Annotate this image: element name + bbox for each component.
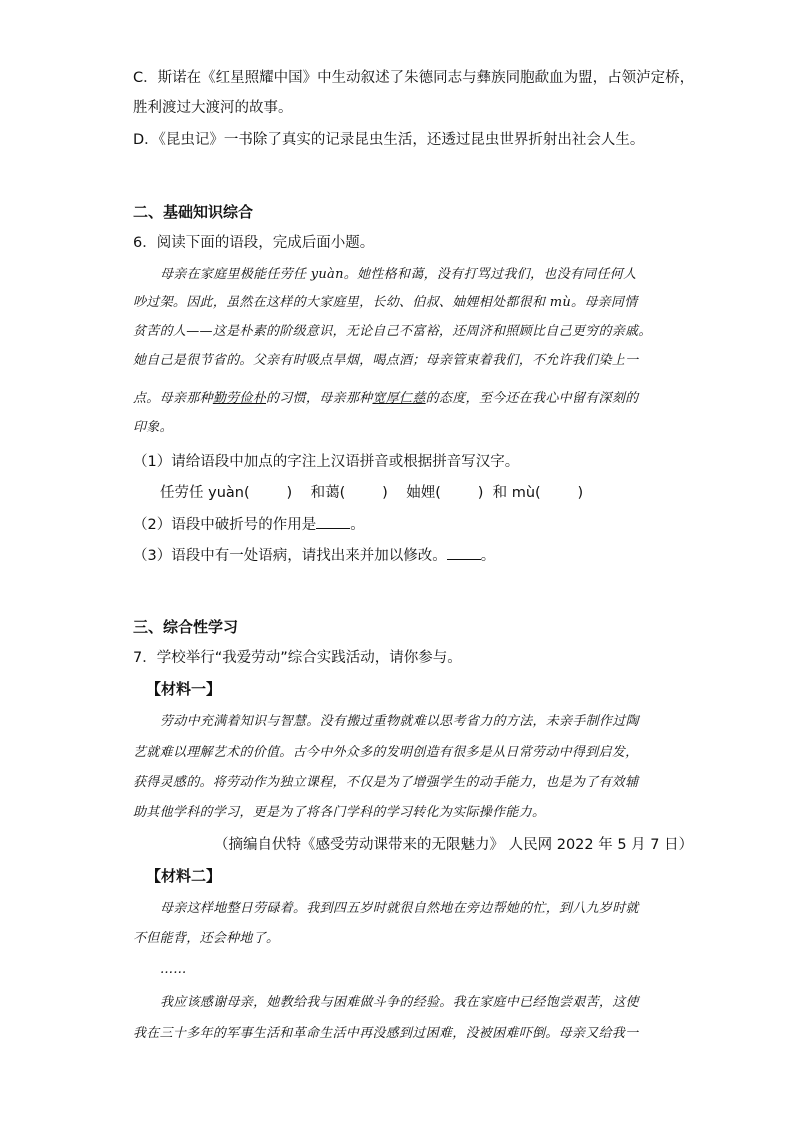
sub-question-3-text: （3）语段中有一处语病，请找出来并加以修改。: [133, 548, 447, 564]
sub-question-2-text: （2）语段中破折号的作用是: [133, 517, 317, 533]
passage-line: 母亲在家庭里极能任劳任 yuàn。她性格和蔼，没有打骂过我们，也没有同任何人: [160, 267, 637, 282]
material-line: 助其他学科的学习，更是为了将各门学科的学习转化为实际操作能力。: [133, 805, 546, 820]
sub-question-1-items: 任劳任 yuàn( ) 和蔼( ) 妯娌( ) 和 mù( ): [160, 485, 584, 501]
passage-text: 的态度，至今还在我心中留有深刻的: [425, 391, 639, 406]
sub-question-3: [133, 545, 495, 566]
material-line: 我应该感谢母亲，她教给我与困难做斗争的经验。我在家庭中已经饱尝艰苦，这使: [160, 995, 639, 1010]
option-c-line1: C．斯诺在《红星照耀中国》中生动叙述了朱德同志与彝族同胞歃血为盟，占领泸定桥，: [133, 70, 695, 86]
option-c-line2: 胜利渡过大渡河的故事。: [133, 100, 293, 116]
sub-question-2: [133, 514, 365, 535]
passage-text: 的习惯，母亲那种: [266, 391, 373, 406]
section-3-heading: 三、综合性学习: [133, 618, 239, 636]
passage-text: 点。母亲那种: [133, 391, 213, 406]
material-1-label: 【材料一】: [146, 680, 222, 698]
material-line: 艺就难以理解艺术的价值。古今中外众多的发明创造有很多是从日常劳动中得到启发，: [133, 745, 639, 760]
passage-line: 吵过架。因此，虽然在这样的大家庭里，长幼、伯叔、妯娌相处都很和 mù。母亲同情: [133, 295, 638, 310]
answer-blank[interactable]: [447, 545, 481, 560]
material-line: 我在三十多年的军事生活和革命生活中再没感到过困难，没被困难吓倒。母亲又给我一: [133, 1026, 639, 1041]
passage-line: 印象。: [133, 420, 173, 435]
sub-question-3-end: 。: [480, 548, 496, 564]
passage-line: 她自己是很节省的。父亲有时吸点旱烟，喝点酒；母亲管束着我们，不允许我们染上一: [133, 353, 639, 368]
section-2-heading: 二、基础知识综合: [133, 203, 254, 221]
underlined-phrase-1: 勤劳俭朴: [212, 391, 267, 406]
question-6-stem: 6．阅读下面的语段，完成后面小题。: [133, 235, 375, 251]
answer-blank[interactable]: [316, 514, 350, 529]
material-2-label: 【材料二】: [146, 867, 222, 885]
material-line: 母亲这样地整日劳碌着。我到四五岁时就很自然地在旁边帮她的忙，到八九岁时就: [160, 901, 639, 916]
question-7-stem: 7．学校举行“我爱劳动”综合实践活动，请你参与。: [133, 650, 462, 666]
passage-line: [133, 389, 638, 409]
ellipsis: ……: [160, 962, 187, 977]
sub-question-2-end: 。: [350, 517, 365, 533]
material-line: 劳动中充满着知识与智慧。没有搬过重物就难以思考省力的方法，未亲手制作过陶: [160, 714, 639, 729]
material-line: 不但能背，还会种地了。: [133, 931, 280, 946]
material-1-source: （摘编自伏特《感受劳动课带来的无限魅力》 人民网 2022 年 5 月 7 日）: [214, 837, 694, 853]
passage-line: 贫苦的人——这是朴素的阶级意识，无论自己不富裕，还周济和照顾比自己更穷的亲戚。: [133, 324, 652, 339]
option-d: D．《昆虫记》一书除了真实的记录昆虫生活，还透过昆虫世界折射出社会人生。: [133, 132, 645, 148]
sub-question-1: （1）请给语段中加点的字注上汉语拼音或根据拼音写汉字。: [133, 454, 520, 470]
underlined-phrase-2: 宽厚仁慈: [372, 391, 426, 406]
material-line: 获得灵感的。将劳动作为独立课程，不仅是为了增强学生的动手能力，也是为了有效辅: [133, 775, 639, 790]
